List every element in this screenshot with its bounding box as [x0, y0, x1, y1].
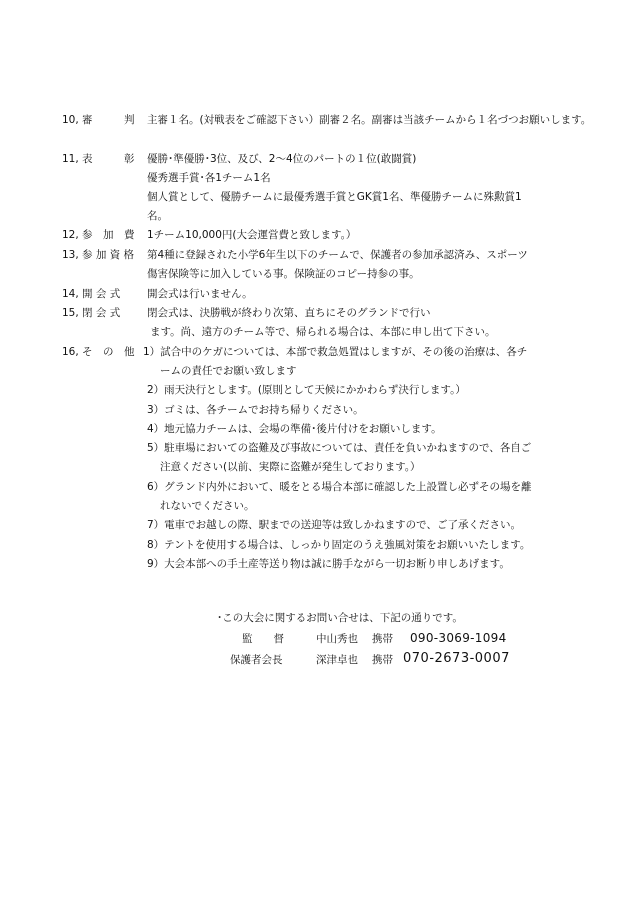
contact-phone-label-coach: 携帯: [372, 633, 393, 645]
section-12-text: 1チーム10,000円(大会運営費と致します。）: [147, 229, 357, 241]
section-13-line-2: 傷害保険等に加入している事。保険証のコピー持参の事。: [147, 268, 420, 280]
contact-role-coach: 監 督: [242, 633, 284, 645]
section-14-label: 14, 開 会 式: [62, 288, 121, 300]
section-16-label: 16, そ の 他: [62, 346, 135, 358]
section-16-item-1-line-2: ームの責任でお願い致します: [160, 365, 297, 377]
section-16-item-9: 9）大会本部への手土産等送り物は誠に勝手ながら一切お断り申しあげます。: [147, 558, 510, 570]
section-16-item-4: 4）地元協力チームは、会場の準備･後片付けをお願いします。: [147, 423, 442, 435]
section-11-line-1: 優勝･準優勝･3位、及び、2～4位のパートの１位(敢闘賞): [147, 153, 417, 165]
section-13-label: 13, 参 加 資 格: [62, 249, 135, 261]
contact-intro: ･この大会に関するお問い合せは、下記の通りです。: [217, 612, 463, 624]
contact-name-chair: 深津卓也: [316, 654, 358, 666]
section-16-item-1-line-1: 1）試合中のケガについては、本部で救急処置はしますが、その後の治療は、各チ: [143, 346, 528, 358]
section-16-item-2: 2）雨天決行とします。(原則として天候にかかわらず決行します。）: [147, 384, 466, 396]
section-11-line-2: 優秀選手賞･各1チーム1名: [147, 172, 271, 184]
section-11-line-4: 名。: [147, 210, 168, 222]
section-16-item-6-line-1: 6）グランド内外において、暖をとる場合本部に確認した上設置し必ずその場を離: [147, 481, 532, 493]
section-15-line-1: 閉会式は、決勝戦が終わり次第、直ちにそのグランドで行い: [147, 307, 431, 319]
section-16-item-6-line-2: れないでください。: [160, 500, 255, 512]
contact-name-coach: 中山秀也: [316, 633, 358, 645]
section-16-item-7: 7）電車でお越しの際、駅までの送迎等は致しかねますので、ご了承ください。: [147, 519, 521, 531]
section-16-item-5-line-1: 5）駐車場においての盗難及び事故については、責任を負いかねますので、各自ご: [147, 442, 532, 454]
section-15-label: 15, 閉 会 式: [62, 307, 121, 319]
section-15-line-2: ます。尚、遠方のチーム等で、帰られる場合は、本部に申し出て下さい。: [150, 326, 496, 338]
section-16-item-5-line-2: 注意ください(以前、実際に盗難が発生しております。）: [160, 461, 421, 473]
section-16-item-3: 3）ゴミは、各チームでお持ち帰りください。: [147, 404, 364, 416]
section-10-label: 10, 審 判: [62, 114, 135, 126]
section-11-label: 11, 表 彰: [62, 153, 135, 165]
contact-phone-coach: 090-3069-1094: [410, 631, 507, 645]
section-11-line-3: 個人賞として、優勝チームに最優秀選手賞とGK賞1名、準優勝チームに殊勲賞1: [147, 191, 522, 203]
section-12-label: 12, 参 加 費: [62, 229, 135, 241]
contact-phone-label-chair: 携帯: [372, 654, 393, 666]
contact-phone-chair: 070-2673-0007: [403, 651, 510, 666]
contact-role-chair: 保護者会長: [230, 654, 283, 666]
section-10-text: 主審１名。(対戦表をご確認下さい）副審２名。副審は当該チームから１名づつお願いします。: [147, 114, 592, 126]
section-13-line-1: 第4種に登録された小学6年生以下のチームで、保護者の参加承認済み、スポーツ: [147, 249, 528, 261]
section-14-text: 開会式は行いません。: [147, 288, 253, 300]
section-16-item-8: 8）テントを使用する場合は、しっかり固定のうえ強風対策をお願いいたします。: [147, 539, 531, 551]
